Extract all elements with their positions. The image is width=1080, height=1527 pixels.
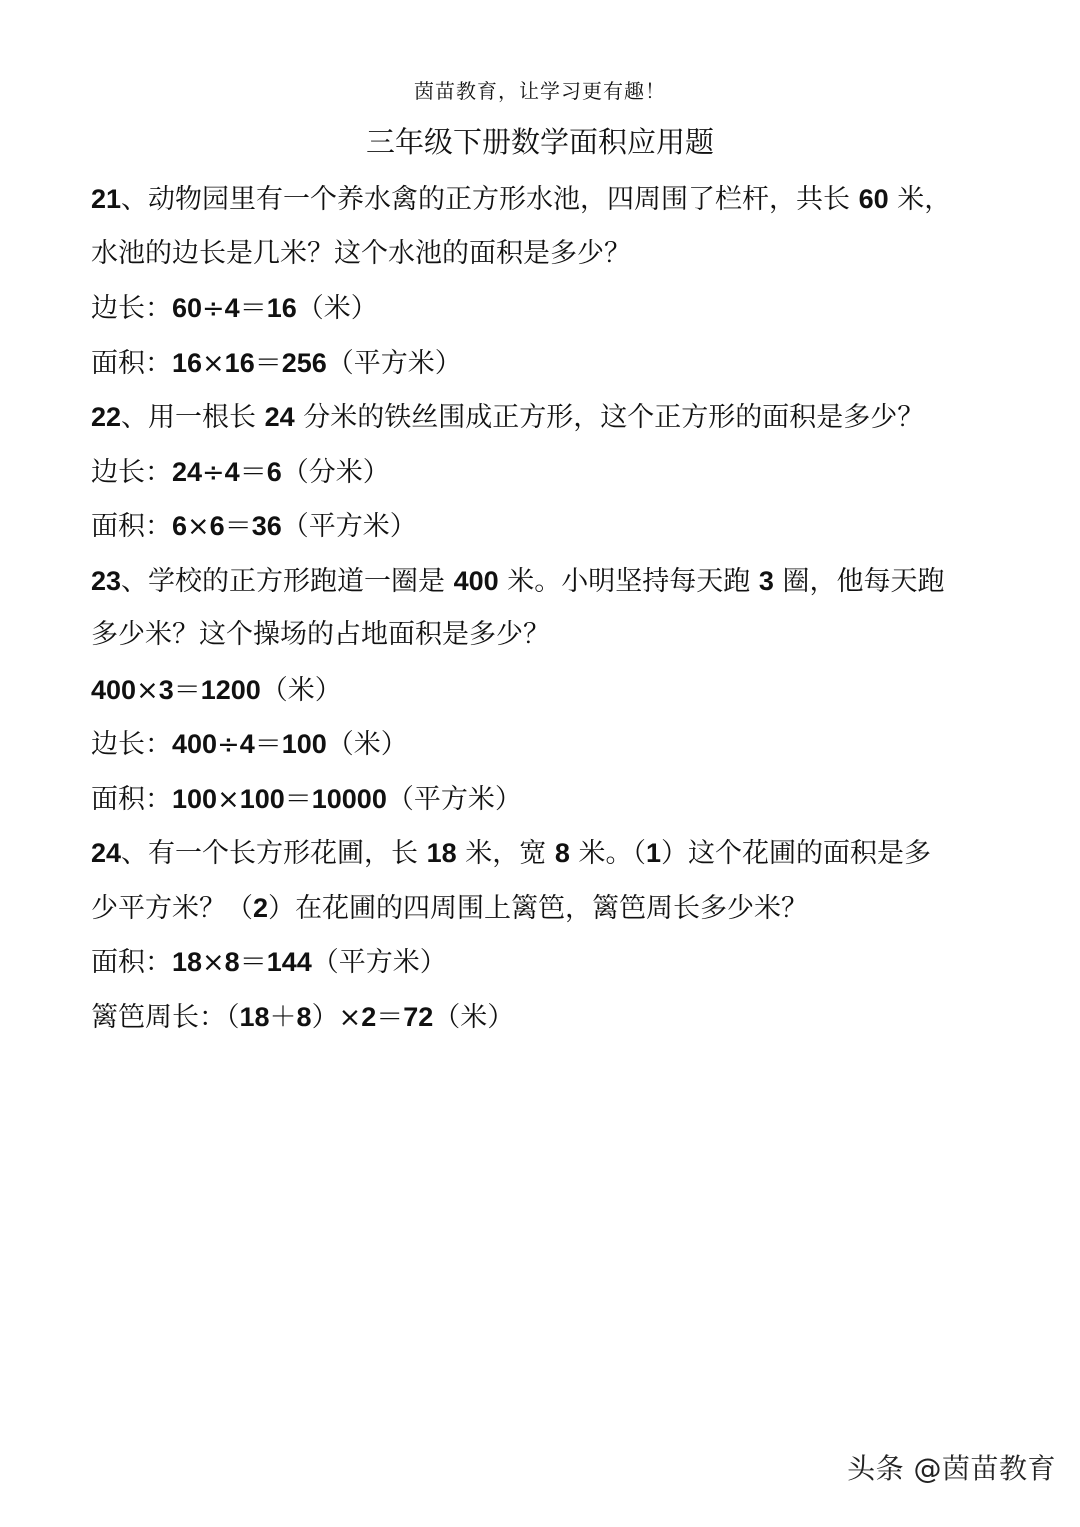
answer-22-area: 面积：6×6＝36（平方米）	[91, 511, 417, 542]
answer-23-side: 边长：400÷4＝100（米）	[91, 729, 408, 760]
worksheet-content	[91, 172, 996, 1044]
question-22: 22、用一根长 24 分米的铁丝围成正方形，这个正方形的面积是多少？	[91, 402, 925, 433]
question-21-line-2: 水池的边长是几米？这个水池的面积是多少？	[91, 237, 631, 269]
question-24-line-2: 少平方米？（2）在花圃的四周围上篱笆，篱笆周长多少米？	[91, 892, 809, 924]
answer-21-side: 边长：60÷4＝16（米）	[91, 293, 378, 324]
question-23-line-2: 多少米？这个操场的占地面积是多少？	[91, 619, 550, 650]
answer-22-side: 边长：24÷4＝6（分米）	[91, 456, 390, 488]
question-24-line-1: 24、有一个长方形花圃，长 18 米，宽 8 米。（1）这个花圃的面积是多	[91, 838, 932, 869]
answer-23-area: 面积：100×100＝10000（平方米）	[91, 783, 522, 815]
answer-24-perimeter: 篱笆周长：（18＋8）×2＝72（米）	[91, 1001, 515, 1033]
question-21-line-1: 21、动物园里有一个养水禽的正方形水池，四周围了栏杆，共长 60 米，	[91, 184, 952, 215]
question-23-line-1: 23、学校的正方形跑道一圈是 400 米。小明坚持每天跑 3 圈，他每天跑	[91, 565, 945, 597]
page-title: 三年级下册数学面积应用题	[365, 125, 714, 159]
answer-24-area: 面积：18×8＝144（平方米）	[91, 947, 447, 978]
answer-21-area: 面积：16×16＝256（平方米）	[91, 347, 462, 379]
header-slogan: 茵苗教育，让学习更有趣！	[414, 79, 666, 103]
answer-23-distance: 400×3＝1200（米）	[91, 674, 342, 706]
source-watermark: 头条 @茵苗教育	[847, 1452, 1056, 1485]
